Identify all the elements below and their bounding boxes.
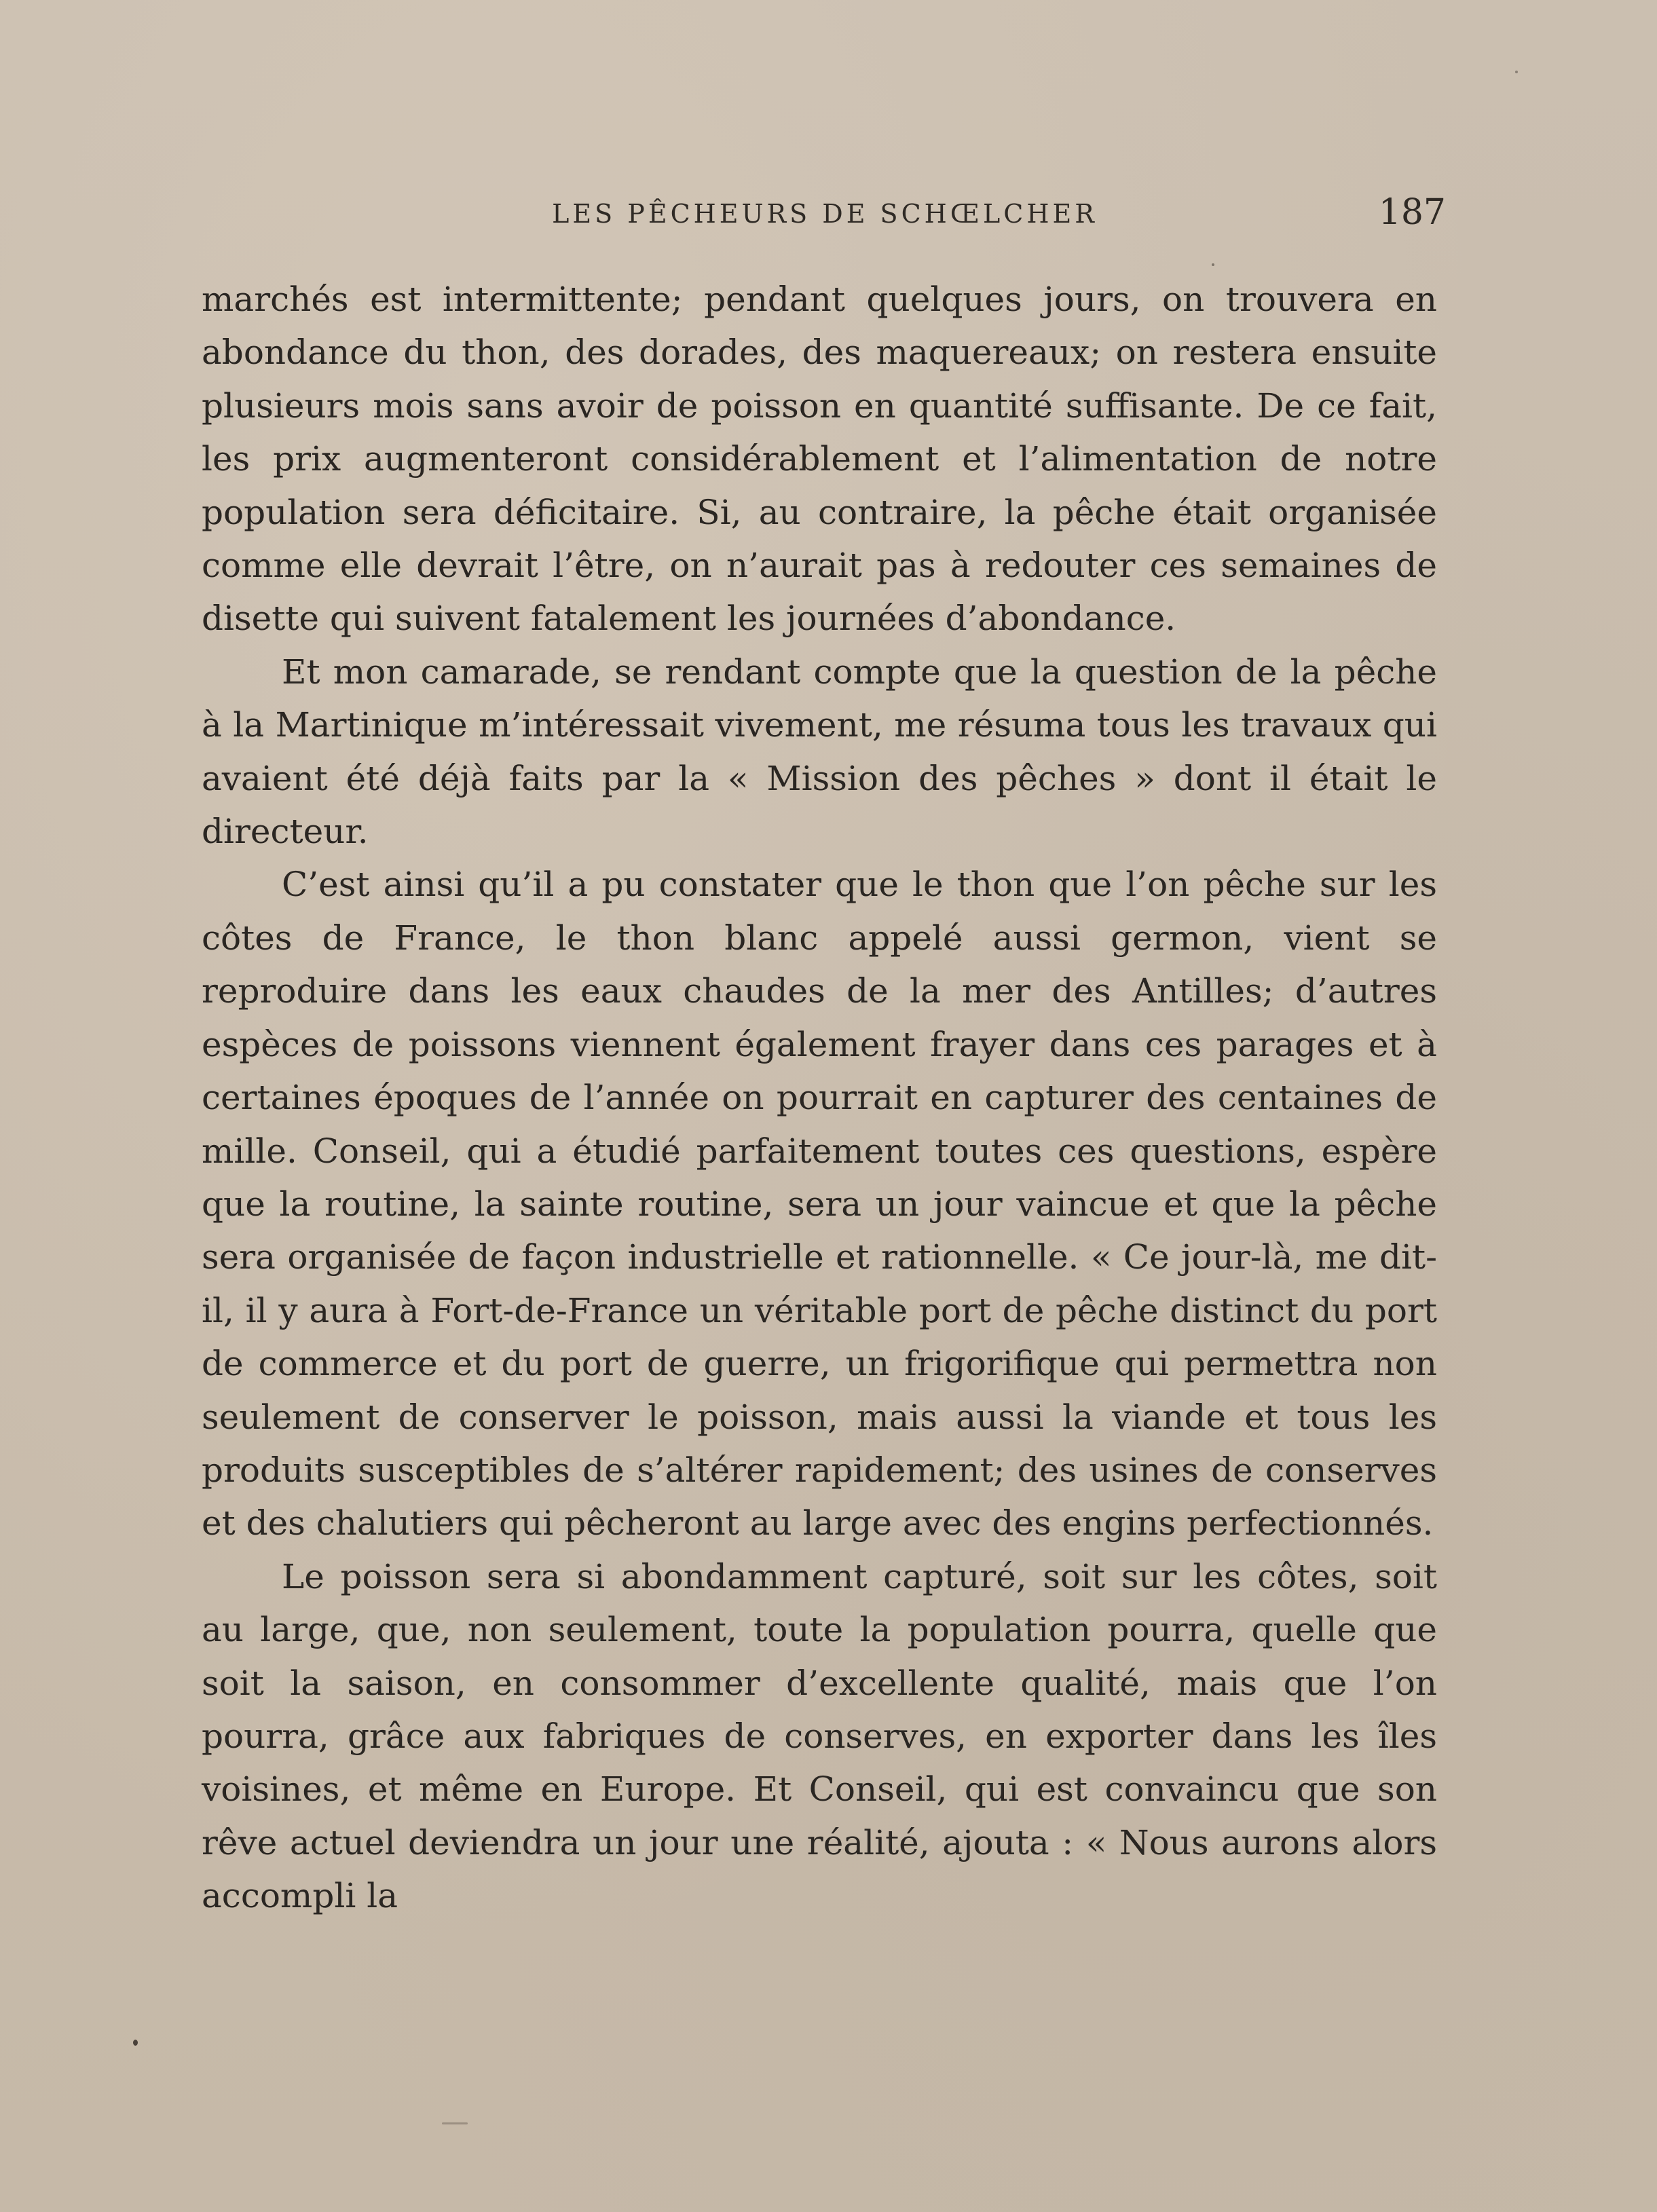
paper-speck bbox=[133, 2040, 138, 2046]
paragraph-continuation: marchés est intermittente; pendant quelques jours, on trouvera en abondance du thon, des dorades, des maquereaux; on restera ensuite plusieurs mois sans avoir de poisson en quantité suffisante. De ce fait, les prix augmenteront considérablement et l’alimentation de notre population sera déficitaire. Si, au contraire, la pêche était organisée comme elle devrait l’être, on n’aurait pas à redouter ces semaines de disette qui suivent fatalement les journées d’abondance. bbox=[202, 280, 1437, 639]
page-number: 187 bbox=[1378, 192, 1446, 233]
paper-speck bbox=[1515, 71, 1518, 73]
paper-speck bbox=[442, 2122, 468, 2124]
paper-speck bbox=[1212, 263, 1214, 266]
paragraph: Le poisson sera si abondamment capturé, soit sur les côtes, soit au large, que, non seulement, toute la population pourra, quelle que soit la saison, en consommer d’excellente qualité, mais que l’on pourra, grâce aux fabriques de conserves, en exporter dans les îles voisines, et même en Europe. Et Conseil, qui est convaincu que son rêve actuel deviendra un jour une réalité, ajouta : « Nous aurons alors accompli la bbox=[202, 1556, 1437, 1916]
paragraph: C’est ainsi qu’il a pu constater que le thon que l’on pêche sur les côtes de France, le thon blanc appelé aussi germon, vient se reproduire dans les eaux chaudes de la mer des Antilles; d’autres espèces de poissons viennent également frayer dans ces parages et à certaines époques de l’année on pourrait en capturer des centaines de mille. Conseil, qui a étudié parfaitement toutes ces questions, espère que la routine, la sainte routine, sera un jour vaincue et que la pêche sera organisée de façon industrielle et rationnelle. « Ce jour-là, me dit-il, il y aura à Fort-de-France un véritable port de pêche distinct du port de commerce et du port de guerre, un frigorifique qui permettra non seulement de conserver le poisson, mais aussi la viande et tous les produits susceptibles de s’altérer rapidement; des usines de conserves et des chalutiers qui pêcheront au large avec des engins perfectionnés. bbox=[202, 865, 1437, 1543]
paragraph: Et mon camarade, se rendant compte que la question de la pêche à la Martinique m’intéressait vivement, me résuma tous les travaux qui avaient été déjà faits par la « Mission des pêches » dont il était le directeur. bbox=[202, 652, 1437, 852]
body-text bbox=[202, 273, 1437, 1923]
running-title: LES PÊCHEURS DE SCHŒLCHER bbox=[552, 199, 1098, 229]
running-head bbox=[204, 192, 1446, 240]
